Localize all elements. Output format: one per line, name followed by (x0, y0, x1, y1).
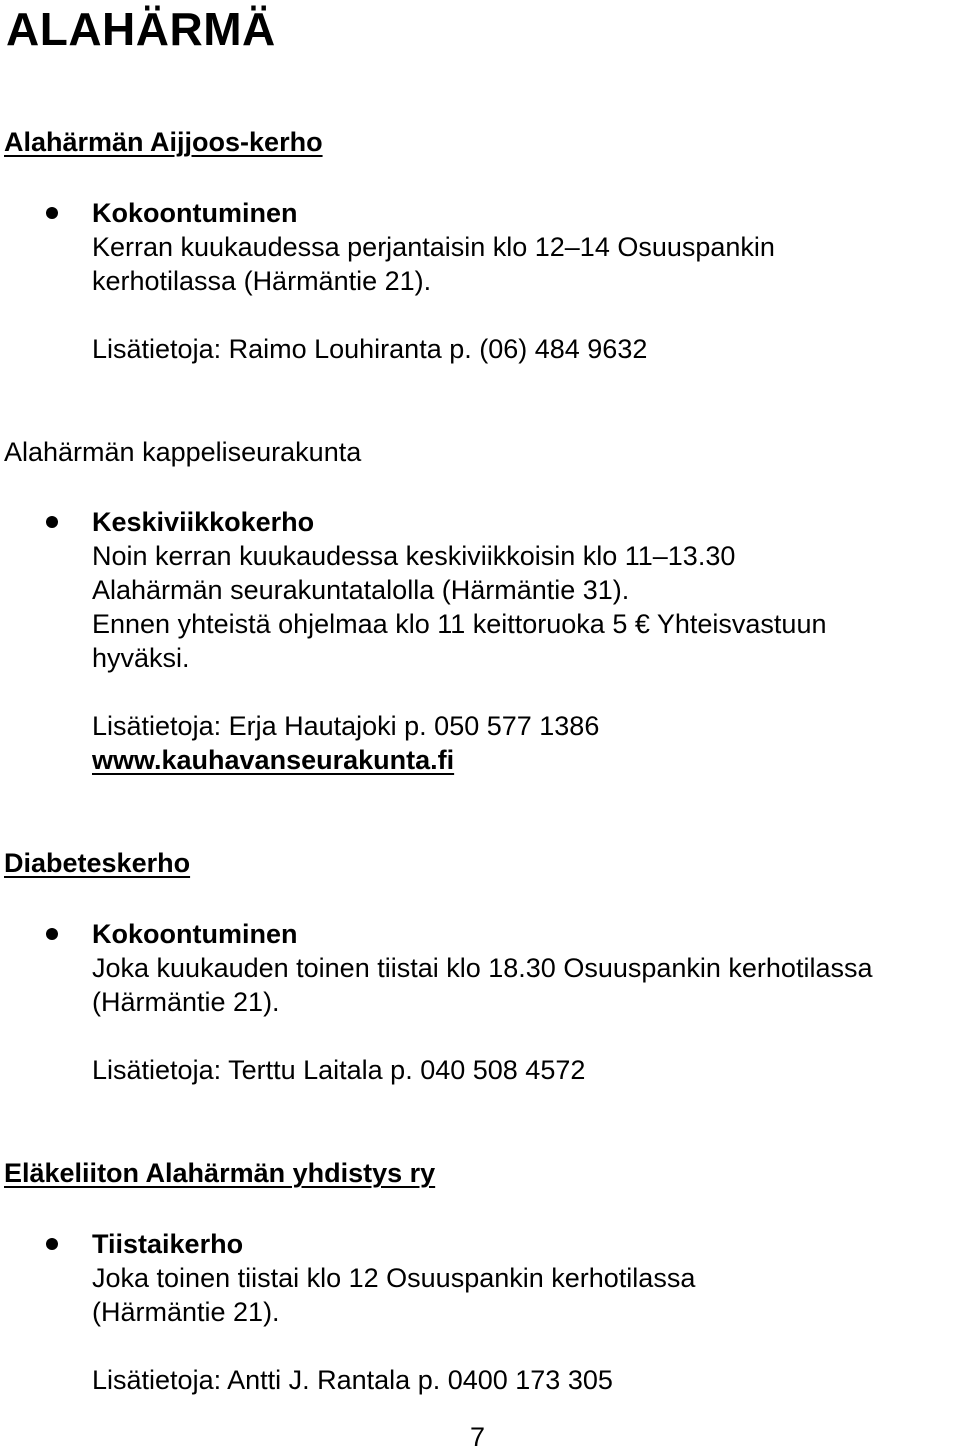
section-heading-kappeliseurakunta: Alahärmän kappeliseurakunta (4, 437, 362, 467)
item-title: Tiistaikerho (92, 1229, 244, 1259)
page-title: ALAHÄRMÄ (6, 3, 276, 55)
list-item-keskiviikkokerho (92, 505, 958, 777)
item-contact: Lisätietoja: Erja Hautajoki p. 050 577 1386 (92, 711, 600, 741)
list-item-diabeteskerho-kokoontuminen (92, 917, 958, 1087)
bullet-icon (46, 928, 58, 940)
item-text-line: (Härmäntie 21). (92, 987, 280, 1017)
item-contact: Lisätietoja: Antti J. Rantala p. 0400 173 305 (92, 1365, 613, 1395)
item-text-line: Kerran kuukaudessa perjantaisin klo 12–14 Osuuspankin (92, 232, 775, 262)
item-text-line: Joka toinen tiistai klo 12 Osuuspankin kerhotilassa (92, 1263, 696, 1293)
bullet-icon (46, 207, 58, 219)
bullet-icon (46, 1238, 58, 1250)
item-text-line: Noin kerran kuukaudessa keskiviikkoisin klo 11–13.30 (92, 541, 736, 571)
item-text-line: kerhotilassa (Härmäntie 21). (92, 266, 432, 296)
website-link[interactable]: www.kauhavanseurakunta.fi (92, 745, 455, 775)
item-text-line: Alahärmän seurakuntatalolla (Härmäntie 31). (92, 575, 630, 605)
item-title: Kokoontuminen (92, 919, 298, 949)
page-number: 7 (470, 1422, 486, 1452)
item-text-line: (Härmäntie 21). (92, 1297, 280, 1327)
section-heading-aijjoos-kerho: Alahärmän Aijjoos-kerho (4, 127, 323, 157)
item-text-line: Ennen yhteistä ohjelmaa klo 11 keittoruoka 5 € Yhteisvastuun (92, 609, 827, 639)
item-contact: Lisätietoja: Terttu Laitala p. 040 508 4572 (92, 1055, 586, 1085)
item-title: Kokoontuminen (92, 198, 298, 228)
item-contact: Lisätietoja: Raimo Louhiranta p. (06) 484 9632 (92, 334, 648, 364)
section-heading-diabeteskerho: Diabeteskerho (4, 848, 191, 878)
section-heading-elakeliitto: Eläkeliiton Alahärmän yhdistys ry (4, 1158, 436, 1188)
list-item-aijjoos-kokoontuminen (92, 196, 958, 366)
item-text-line: hyväksi. (92, 643, 190, 673)
bullet-icon (46, 516, 58, 528)
item-text-line: Joka kuukauden toinen tiistai klo 18.30 Osuuspankin kerhotilassa (92, 953, 873, 983)
item-title: Keskiviikkokerho (92, 507, 315, 537)
list-item-tiistaikerho (92, 1227, 958, 1397)
